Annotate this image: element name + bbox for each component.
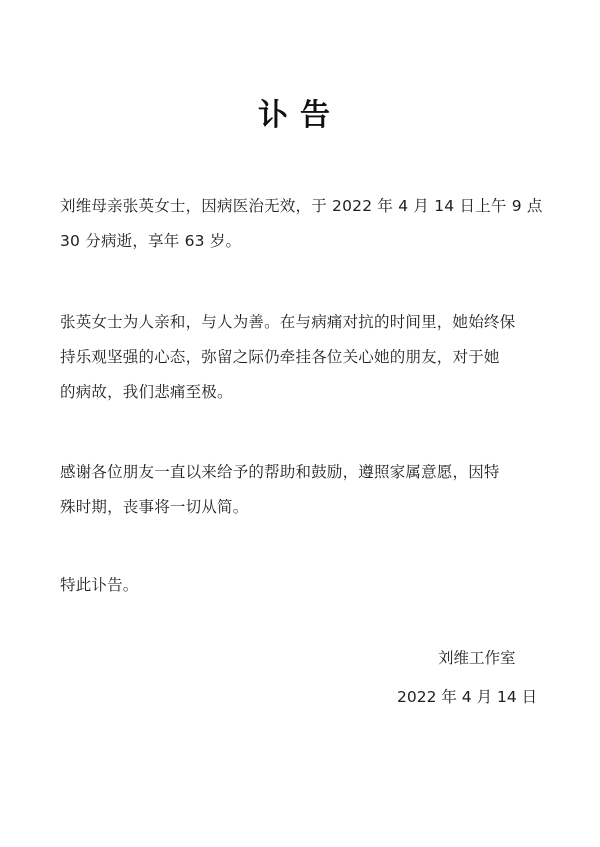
paragraph-line: 刘维母亲张英女士，因病医治无效，于 2022 年 4 月 14 日上午 9 点 [60,197,543,215]
page-title: 讣告 [258,98,342,133]
paragraph-thanks [60,455,540,525]
paragraph-line: 30 分病逝，享年 63 岁。 [60,232,242,250]
signature-date: 2022 年 4 月 14 日 [397,688,538,706]
paragraph-tribute [60,305,540,410]
paragraph-line: 张英女士为人亲和，与人为善。在与病痛对抗的时间里，她始终保 [60,313,516,331]
paragraph-announcement [60,189,543,259]
paragraph-line: 的病故，我们悲痛至极。 [60,383,233,401]
paragraph-line: 持乐观坚强的心态，弥留之际仍牵挂各位关心她的朋友，对于她 [60,348,500,366]
paragraph-closing [60,568,540,603]
paragraph-line: 感谢各位朋友一直以来给予的帮助和鼓励，遵照家属意愿，因特 [60,463,500,481]
paragraph-line: 特此讣告。 [60,576,139,594]
signature-organization: 刘维工作室 [438,649,516,667]
paragraph-line: 殊时期，丧事将一切从简。 [60,498,249,516]
